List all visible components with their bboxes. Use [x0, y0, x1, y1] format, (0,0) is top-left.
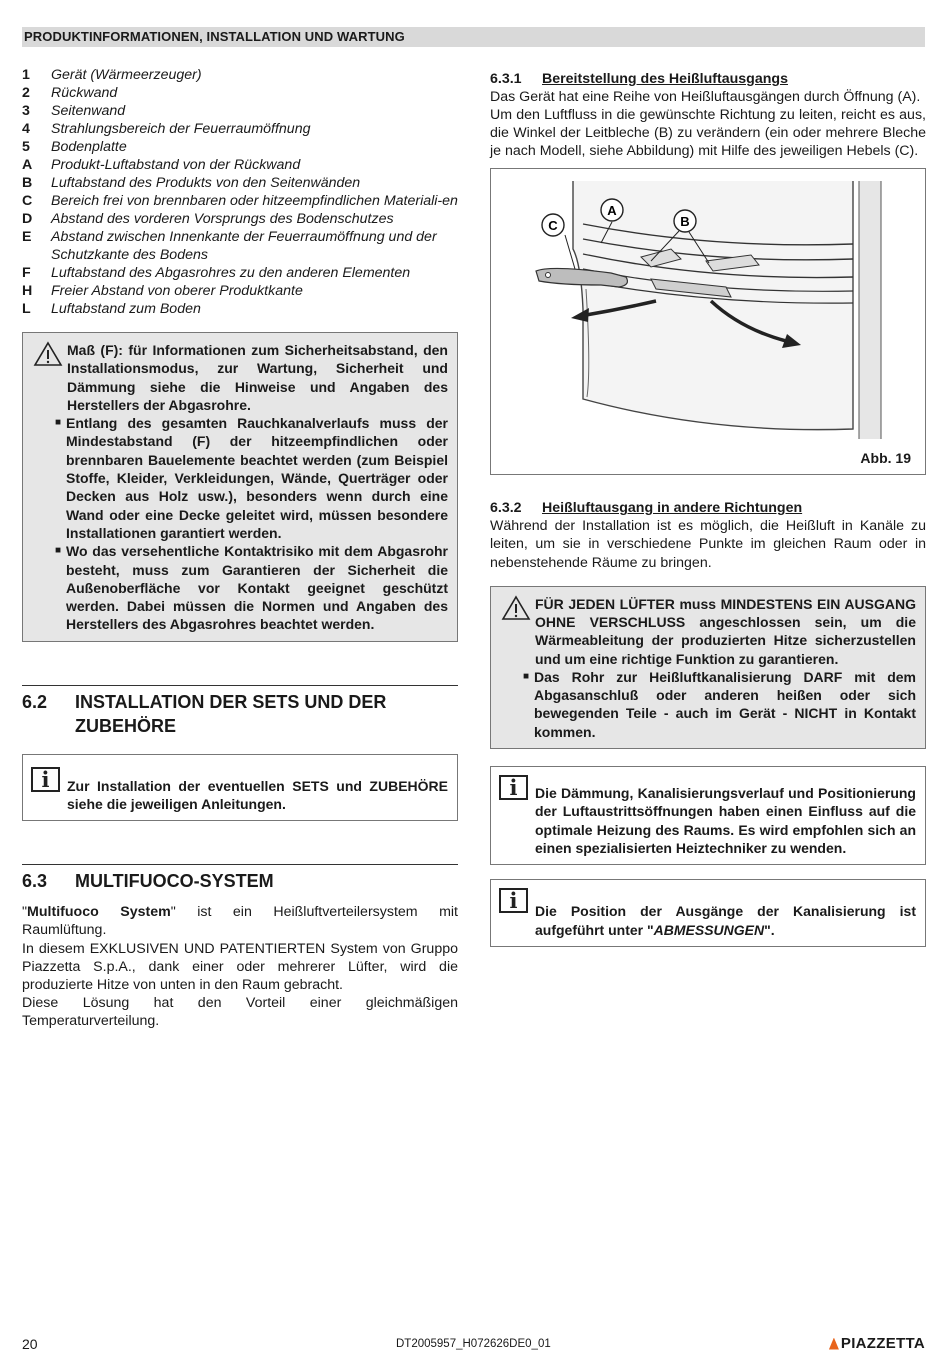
legend-text: Luftabstand zum Boden [51, 301, 201, 317]
info-box-dimensions [490, 879, 926, 947]
multifuoco-p3: Diese Lösung hat den Vorteil einer gleichmäßigen Temperaturverteilung. [22, 994, 458, 1029]
info-text: Zur Installation der eventuellen SETS und ZUBEHÖRE siehe die jeweiligen Anleitungen. [67, 777, 448, 813]
info-box-insulation [490, 766, 926, 865]
info-box-sets [22, 754, 458, 822]
legend-key: 4 [22, 121, 30, 137]
legend-key: B [22, 175, 33, 191]
brand-logo [829, 1335, 925, 1352]
legend-text: Rückwand [51, 85, 118, 101]
warning-bullet [33, 542, 448, 633]
warning-bullet-text: Entlang des gesamten Rauchkanalverlaufs muss der Mindestabstand (F) der hitzeempfindlichen oder brennbaren Bauelemente beachtet werden (zum Beispiel Stoffe, Kleider, Verkleidungen, Wände, Querträger oder Decken aus Holz usw.), besonders wenn durch eine Wand oder eine Decke geleitet wird, müssen besondere Installationen garantiert werden. [66, 415, 448, 541]
multifuoco-p2: In diesem EXKLUSIVEN UND PATENTIERTEN System von Gruppo Piazzetta S.p.A., dank einer oder mehrerer Lüfter, wird die produzierte Hitze von unten in den Raum gebracht. [22, 940, 458, 993]
info-text: Die Dämmung, Kanalisierungsverlauf und Positionierung der Luftaustrittsöffnungen haben einen Einfluss auf die optimale Heizung des Raums. Es wird empfohlen sich an einen spezialisierten Heiztechniker zu wenden. [535, 785, 916, 856]
legend-key: L [22, 301, 31, 317]
section-title: MULTIFUOCO-SYSTEM [75, 871, 274, 892]
left-column [22, 66, 458, 1030]
legend-text: Seitenwand [51, 103, 126, 119]
multifuoco-bold: Multifuoco System [27, 904, 171, 921]
legend-key: C [22, 193, 33, 209]
warning-box-chimney [22, 332, 458, 642]
info-icon: i [31, 767, 60, 792]
label-a: A [607, 203, 617, 219]
legend-text: Bodenplatte [51, 139, 127, 155]
info-icon: i [499, 888, 528, 913]
legend-key: H [22, 283, 33, 299]
warning-bullet-text: Wo das versehentliche Kontaktrisiko mit dem Abgasrohr besteht, muss zum Garantieren der Sicherheit die Außenoberfläche vor Kontakt geeignet geschützt werden. Dabei müssen die Normen und Angaben des Herstellers des Abgasrohres beachtet werden. [66, 543, 448, 633]
info-icon-wrap [31, 763, 67, 814]
section-number: 6.2 [22, 691, 48, 712]
bullet-square-icon: ■ [55, 417, 62, 429]
label-c: C [548, 218, 558, 234]
legend-text: Freier Abstand von oberer Produktkante [51, 283, 303, 299]
warning-first [33, 341, 448, 414]
legend-text: Abstand zwischen Innenkante der Feuerraumöffnung und der Schutzkante des Bodens [51, 229, 437, 263]
info-text-pre: Die Position der Ausgänge der Kanalisierung ist aufgeführt unter " [535, 903, 916, 938]
legend-key: D [22, 211, 33, 227]
warning-first [501, 595, 916, 668]
multifuoco-rest: " ist ein Heißluftverteilersystem mit Raumlüftung. [22, 904, 459, 939]
legend-item [22, 192, 458, 210]
bullet-square-icon: ■ [523, 670, 530, 682]
warning-text: Maß (F): für Informationen zum Sicherheitsabstand, den Installationsmodus, zur Wartung, Sicherheit und Dämmung siehe die Hinweise und Angaben des Herstellers der Abgasrohre. [67, 342, 448, 413]
legend-key: F [22, 265, 31, 281]
figure-19 [490, 168, 926, 475]
stove-outlet-illustration [491, 169, 925, 474]
warning-triangle-icon [501, 595, 535, 668]
legend-item [22, 156, 458, 174]
section-heading-6-2 [22, 685, 458, 738]
legend-item [22, 300, 458, 318]
subsection-title: Bereitstellung des Heißluftausgangs [542, 71, 788, 87]
legend-item [22, 102, 458, 120]
header-title: PRODUKTINFORMATIONEN, INSTALLATION UND WARTUNG [24, 29, 405, 44]
legend-key: 5 [22, 139, 30, 155]
legend-item [22, 120, 458, 138]
info-text [535, 888, 916, 939]
legend-text: Strahlungsbereich der Feuerraumöffnung [51, 121, 311, 137]
legend-key: E [22, 229, 32, 245]
subsection-title: Heißluftausgang in andere Richtungen [542, 500, 803, 517]
legend-key: 2 [22, 85, 30, 101]
s631-p2: Um den Luftfluss in die gewünschte Richtung zu leiten, reicht es aus, die Winkel der Leitbleche (B) zu verändern (ein oder mehrere Bleche je nach Modell, siehe Abbildung) mit Hilfe des jeweiligen Hebels (C). [490, 107, 926, 160]
header-bar [22, 27, 925, 47]
info-icon-wrap [499, 775, 535, 857]
legend-list [22, 66, 458, 318]
legend-key: 3 [22, 103, 30, 119]
info-text-italic: ABMESSUNGEN [653, 921, 765, 938]
section-number: 6.3 [22, 871, 48, 892]
multifuoco-text [22, 903, 458, 1030]
legend-item [22, 282, 458, 300]
info-icon: i [499, 775, 528, 800]
legend-text: Abstand des vorderen Vorsprungs des Bodenschutzes [51, 211, 394, 227]
document-code: DT2005957_H072626DE0_01 [396, 1338, 551, 1350]
legend-key: A [22, 157, 33, 173]
legend-item [22, 264, 458, 282]
warning-box-fan [490, 586, 926, 749]
page-number: 20 [22, 1336, 38, 1352]
right-column [490, 66, 926, 947]
legend-item [22, 174, 458, 192]
warning-bullet-text: Das Rohr zur Heißluftkanalisierung DARF mit dem Abgasanschluß oder anderen heißen oder sich bewegenden Teile - auch im Gerät - NICHT in Kontakt kommen. [534, 668, 916, 740]
warning-triangle-icon [33, 341, 67, 414]
info-icon-wrap [499, 888, 535, 939]
info-text-post: ". [764, 921, 775, 938]
legend-key: 1 [22, 67, 30, 83]
flame-logo-icon [829, 1338, 839, 1350]
multifuoco-p1 [22, 903, 458, 939]
label-b: B [680, 214, 690, 230]
legend-item [22, 84, 458, 102]
brand-logo-text: PIAZZETTA [840, 1335, 925, 1352]
warning-text: FÜR JEDEN LÜFTER muss MINDESTENS EIN AUSGANG OHNE VERSCHLUSS angeschlossen sein, um die Wärmeableitung der produzierten Hitze sicherzustellen und um eine richtige Funktion zu garantieren. [535, 595, 916, 667]
section-heading-6-3 [22, 864, 458, 893]
legend-text: Luftabstand des Abgasrohres zu den anderen Elementen [51, 265, 411, 281]
legend-text: Luftabstand des Produkts von den Seitenwänden [51, 175, 361, 191]
legend-item [22, 210, 458, 228]
legend-item [22, 228, 458, 264]
legend-text: Gerät (Wärmeerzeuger) [51, 67, 202, 83]
figure-caption: Abb. 19 [860, 450, 911, 467]
subsection-heading-6-3-2 [490, 499, 926, 517]
legend-item [22, 66, 458, 84]
legend-text: Bereich frei von brennbaren oder hitzeempfindlichen Materiali-en [51, 193, 458, 209]
warning-bullet [501, 668, 916, 741]
legend-text: Produkt-Luftabstand von der Rückwand [51, 157, 301, 173]
warning-bullet [33, 414, 448, 542]
subsection-number: 6.3.2 [490, 500, 522, 517]
s632-p1: Während der Installation ist es möglich, die Heißluft in Kanäle zu leiten, um sie in verschiedene Punkte im gleichen Raum oder in nebenstehende Räume zu bringen. [490, 518, 926, 571]
quote-mark: " [22, 904, 28, 921]
s631-p1: Das Gerät hat eine Reihe von Heißluftausgängen durch Öffnung (A). [490, 89, 921, 105]
subsection-number: 6.3.1 [490, 71, 522, 87]
subsection-heading-6-3-1 [490, 70, 926, 88]
legend-item [22, 138, 458, 156]
bullet-square-icon: ■ [55, 545, 62, 557]
section-title: INSTALLATION DER SETS UND DER ZUBEHÖRE [75, 691, 387, 736]
